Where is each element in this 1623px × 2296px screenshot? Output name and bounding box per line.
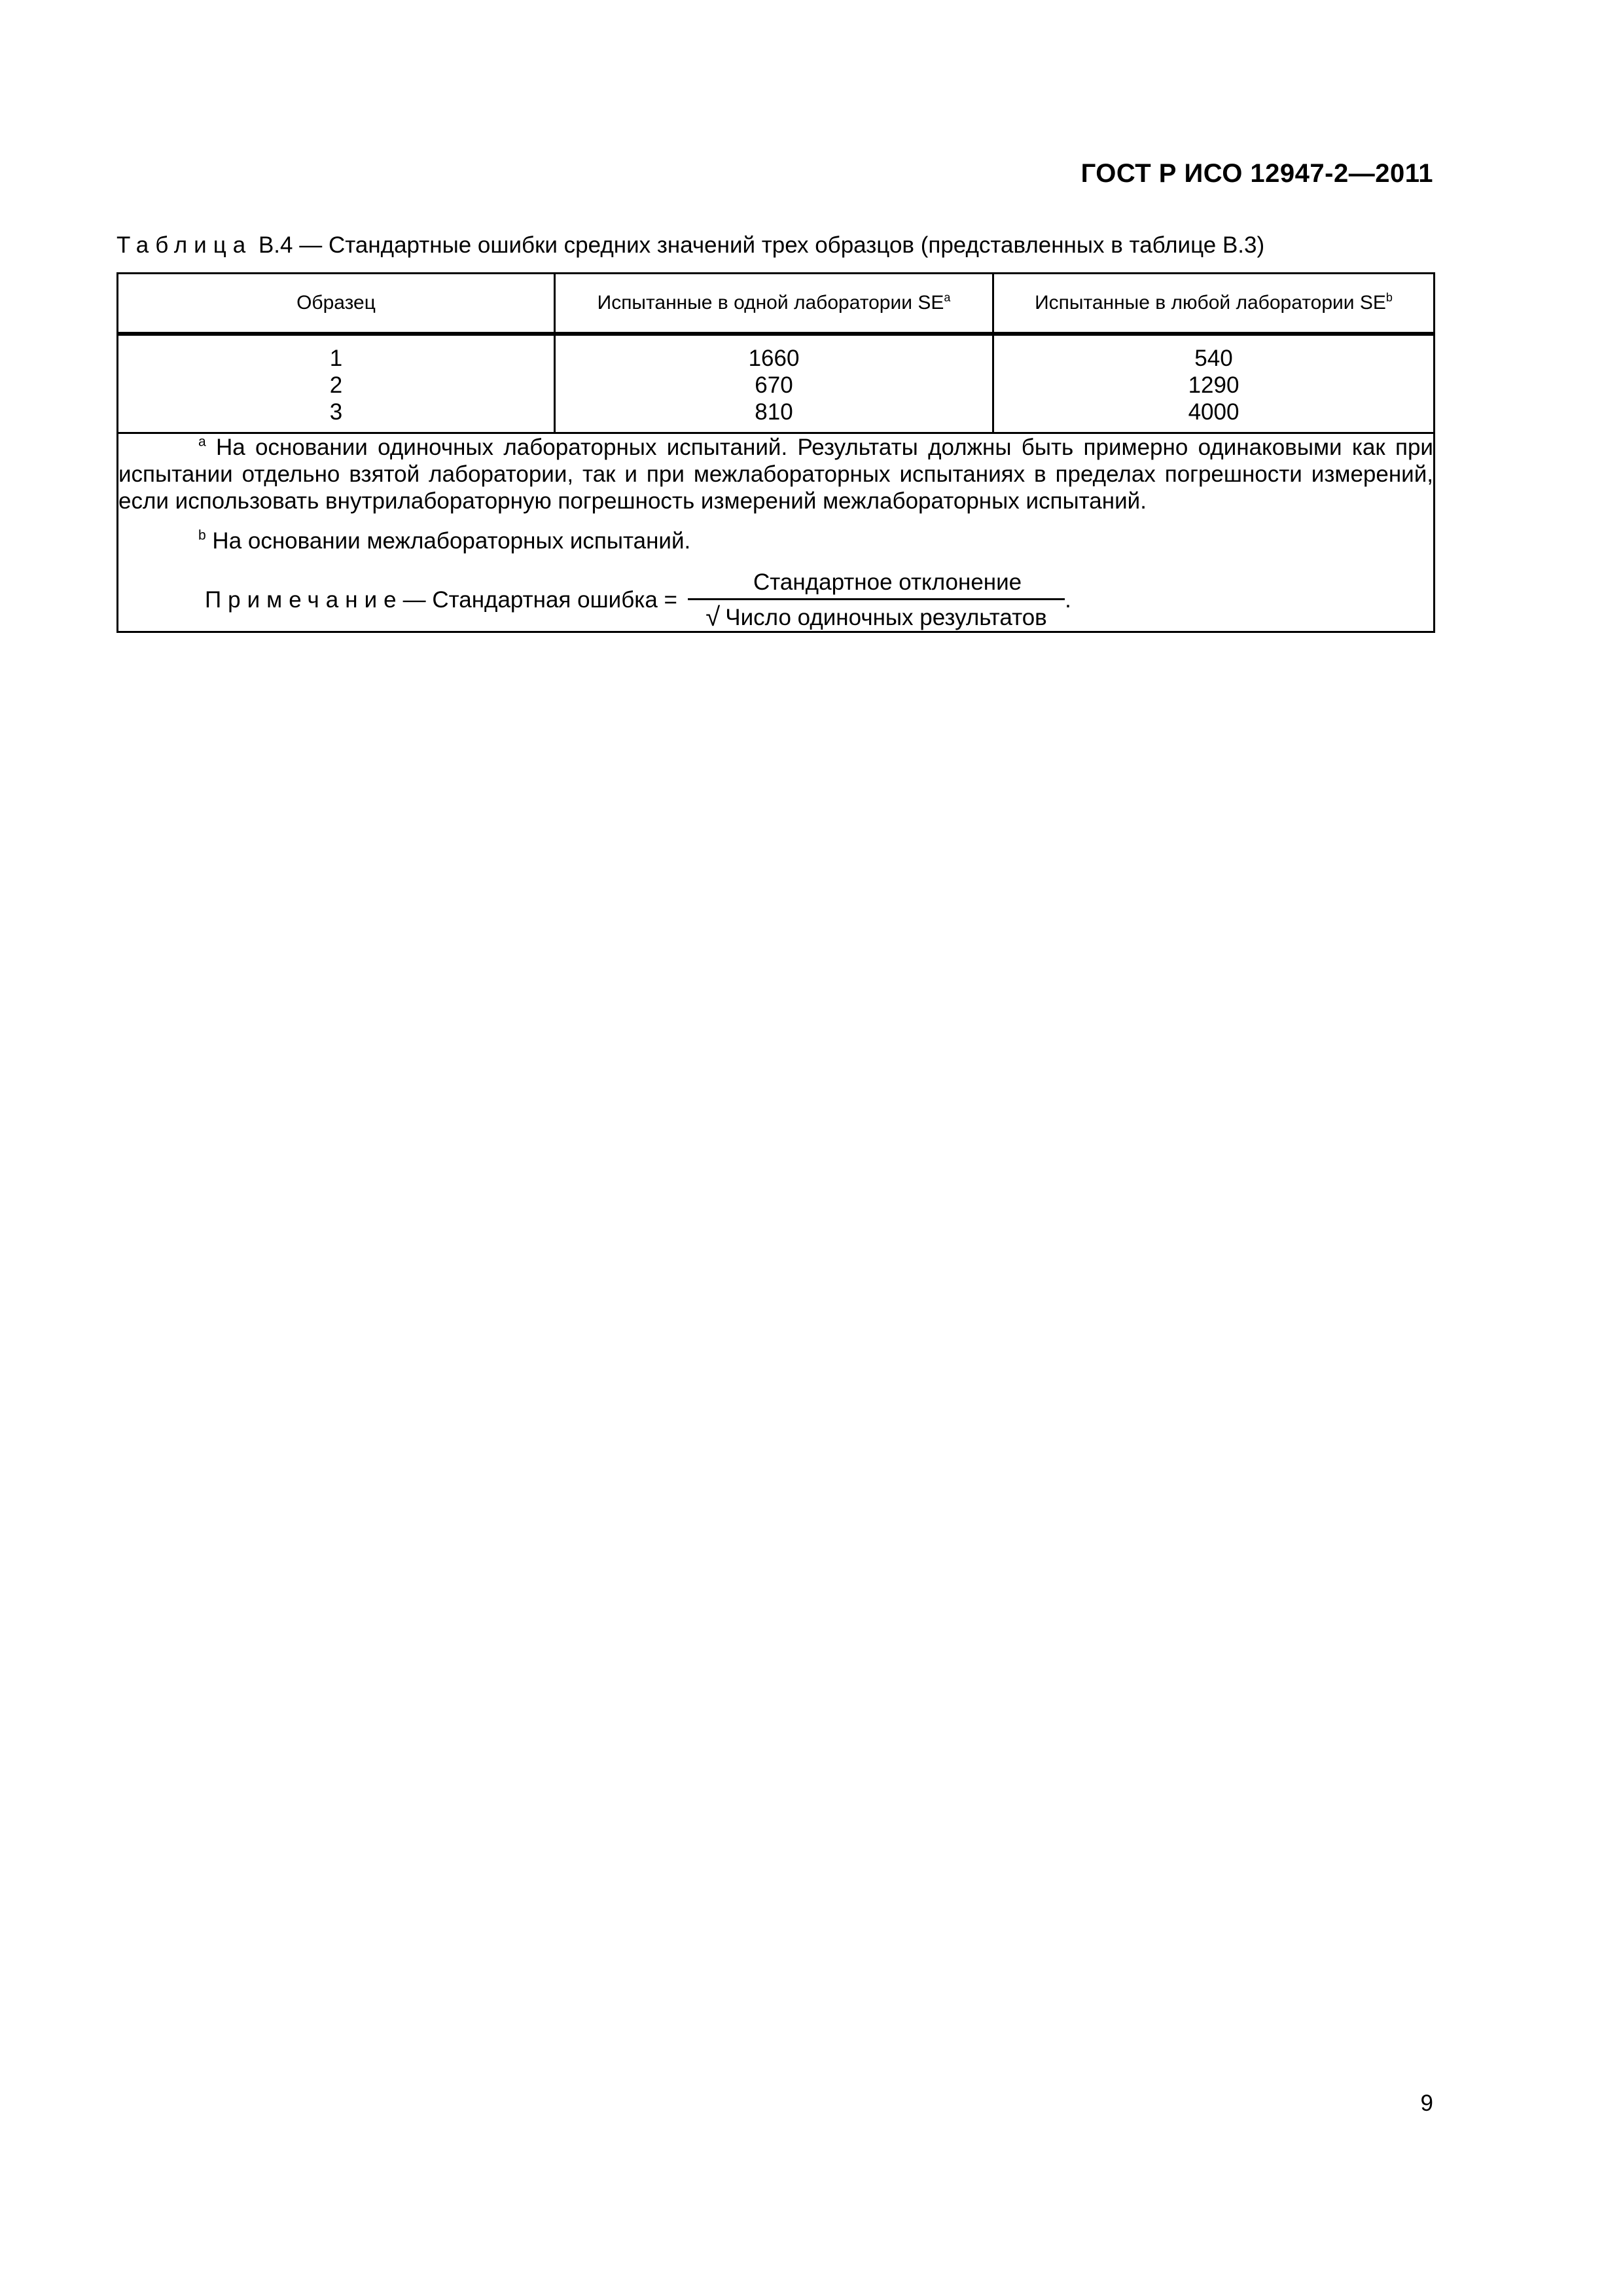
table-header-row	[118, 274, 1435, 334]
table-notes-row	[118, 433, 1435, 632]
table-cell: 1290	[1188, 372, 1240, 398]
formula-end: .	[1065, 587, 1071, 613]
formula-denominator: √ Число одиночных результатов	[705, 603, 1047, 632]
single-lab-column	[555, 334, 993, 433]
table-cell: 540	[1194, 346, 1233, 371]
square-root-icon: √	[705, 603, 721, 632]
table-cell: 1660	[748, 346, 800, 371]
footnote-ref-a: a	[944, 291, 951, 304]
any-lab-column	[993, 334, 1435, 433]
page-number: 9	[1420, 2090, 1433, 2116]
note-formula	[118, 569, 1433, 631]
table-cell: 670	[755, 372, 793, 398]
table-cell: 2	[329, 372, 343, 398]
table-caption-word: Таблица	[116, 232, 253, 258]
footnote-b: $^b$ На основании межлабораторных испытаний.	[198, 528, 691, 554]
table-values-row	[118, 334, 1435, 433]
table-cell: 4000	[1188, 399, 1240, 425]
column-header-sample: Образец	[118, 274, 555, 334]
sample-column	[118, 334, 555, 433]
footnote-ref-b: b	[1385, 291, 1393, 304]
formula-fraction	[688, 569, 1065, 631]
table-cell: 1	[329, 346, 343, 371]
table-caption-title: B.4 — Стандартные ошибки средних значений трех образцов (представленных в таблице B.3)	[252, 232, 1265, 258]
table-notes	[118, 433, 1435, 632]
document-id: ГОСТ Р ИСО 12947-2—2011	[1080, 159, 1433, 188]
column-header-any-lab: Испытанные в любой лаборатории $SE^b$	[993, 274, 1435, 334]
table-cell: 810	[755, 399, 793, 425]
note-text: — Стандартная ошибка =	[402, 587, 677, 613]
standard-errors-table	[116, 272, 1435, 633]
formula-numerator: Стандартное отклонение	[688, 569, 1065, 600]
table-caption	[116, 232, 1264, 259]
table-cell: 3	[329, 399, 343, 425]
note-label: Примечание	[205, 587, 403, 613]
footnote-a: $^a$ На основании одиночных лабораторных испытаний. Результаты должны быть примерно одинаковыми как при испытании отдельно взятой лаборатории, так и при межлабораторных испытаниях в пределах погрешности измерений, если использовать внутрилабораторную погрешность измерений межлабораторных испытаний.	[118, 434, 1433, 514]
column-header-single-lab: Испытанные в одной лаборатории $SE^a$	[555, 274, 993, 334]
